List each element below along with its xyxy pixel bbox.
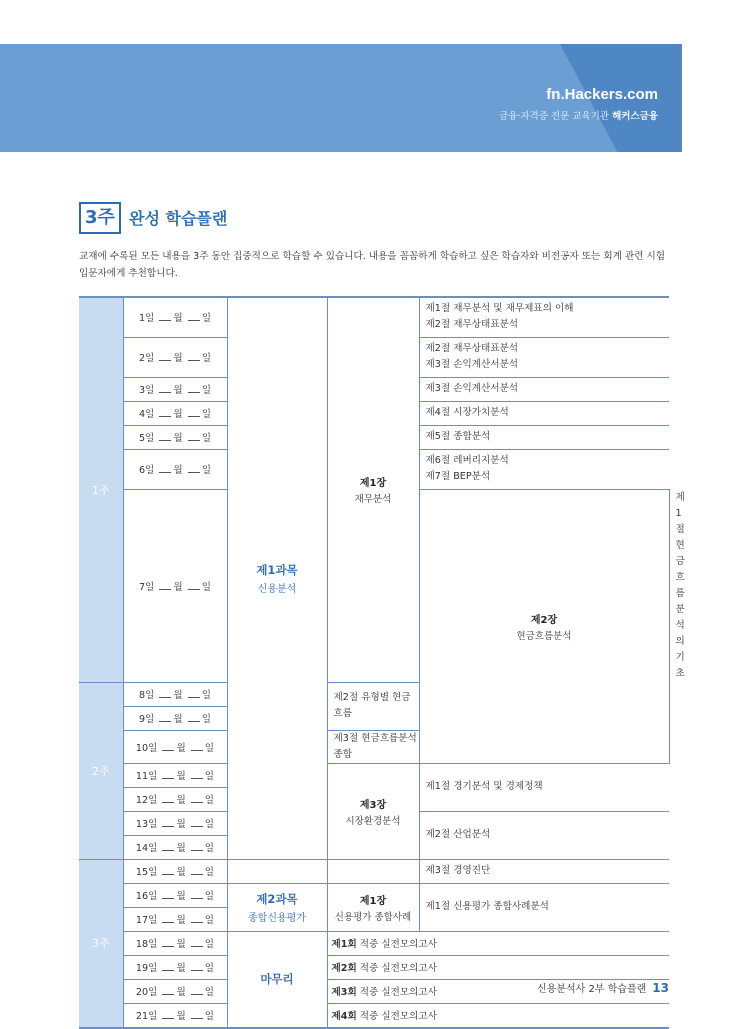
subject-title: 마무리 bbox=[260, 972, 294, 986]
table-row: 7일 월 일 제2장 현금흐름분석 제1절 현금흐름분석의 기초 bbox=[79, 489, 669, 682]
day-label: 6일 bbox=[138, 465, 155, 476]
month-label: 월 bbox=[176, 891, 186, 902]
day-cell bbox=[123, 787, 227, 811]
date-label: 일 bbox=[201, 465, 212, 476]
section-line: 제5절 종합분석 bbox=[425, 431, 491, 442]
chapter-name: 현금흐름분석 bbox=[516, 630, 572, 642]
subject-cell bbox=[227, 883, 327, 931]
day-cell bbox=[123, 859, 227, 883]
site-url[interactable]: fn.Hackers.com bbox=[546, 86, 658, 103]
chapter-cell bbox=[419, 489, 669, 763]
chapter-name: 신용평가 종합사례 bbox=[334, 911, 412, 923]
table-row bbox=[79, 763, 669, 787]
empty-subject-cell bbox=[227, 859, 327, 883]
chapter-name: 시장환경분석 bbox=[345, 815, 401, 827]
page-number: 13 bbox=[652, 981, 669, 995]
date-label: 일 bbox=[204, 915, 215, 926]
subject-title: 제1과목 bbox=[256, 562, 298, 577]
month-label: 월 bbox=[173, 690, 183, 701]
section-line: 제2절 재무상태표분석 bbox=[425, 319, 519, 331]
day-cell bbox=[123, 730, 227, 763]
week-cell: 1주 bbox=[79, 297, 123, 682]
day-cell bbox=[123, 489, 227, 682]
subject-name: 신용분석 bbox=[257, 583, 297, 595]
exam-text: 적중 실전모의고사 bbox=[359, 1011, 437, 1022]
month-label: 월 bbox=[176, 963, 186, 974]
chapter-cell bbox=[327, 883, 419, 931]
date-label: 일 bbox=[204, 963, 215, 974]
month-label: 월 bbox=[176, 1011, 186, 1022]
exam-round: 제1회 bbox=[331, 939, 357, 950]
day-label: 10일 bbox=[135, 742, 158, 754]
month-label: 월 bbox=[173, 385, 183, 396]
chapter-title: 제1장 bbox=[359, 478, 387, 490]
day-label: 9일 bbox=[138, 714, 155, 725]
exam-text: 적중 실전모의고사 bbox=[359, 939, 437, 950]
month-label: 월 bbox=[173, 353, 183, 364]
day-cell bbox=[123, 979, 227, 1003]
day-cell bbox=[123, 835, 227, 859]
day-cell bbox=[123, 763, 227, 787]
section-line: 제1절 재무분석 및 재무제표의 이해 bbox=[425, 303, 574, 315]
section-cell bbox=[419, 883, 669, 931]
day-label: 11일 bbox=[135, 771, 158, 782]
day-label: 1일 bbox=[138, 313, 155, 325]
exam-round: 제2회 bbox=[331, 963, 357, 974]
section-line: 제3절 현금흐름분석 종합 bbox=[333, 732, 417, 760]
day-cell bbox=[123, 682, 227, 706]
subject-cell bbox=[227, 297, 327, 859]
month-label: 월 bbox=[173, 714, 183, 725]
day-cell bbox=[123, 377, 227, 401]
day-label: 14일 bbox=[135, 843, 158, 854]
tagline-prefix: 금융·자격증 전문 교육기관 bbox=[499, 111, 610, 122]
page-footer bbox=[537, 980, 669, 995]
date-label: 일 bbox=[204, 771, 215, 782]
section-line: 제3절 경영진단 bbox=[425, 865, 491, 876]
date-label: 일 bbox=[204, 795, 215, 806]
day-cell bbox=[123, 706, 227, 730]
date-label: 일 bbox=[201, 385, 212, 396]
section-line: 제7절 BEP분석 bbox=[425, 471, 491, 482]
day-label: 15일 bbox=[135, 867, 158, 878]
date-label: 일 bbox=[204, 843, 215, 854]
exam-text: 적중 실전모의고사 bbox=[359, 963, 437, 974]
date-label: 일 bbox=[201, 581, 212, 593]
chapter-cell bbox=[327, 297, 419, 682]
section-line: 제2절 유형별 현금흐름 bbox=[333, 692, 411, 719]
study-plan-table bbox=[79, 296, 685, 1029]
exam-cell bbox=[327, 955, 669, 979]
day-cell bbox=[123, 425, 227, 449]
day-label: 16일 bbox=[135, 891, 158, 902]
table-row bbox=[79, 859, 669, 883]
exam-cell bbox=[327, 931, 669, 955]
day-label: 20일 bbox=[135, 987, 158, 998]
section-line: 제3절 손익계산서분석 bbox=[425, 359, 519, 370]
week-cell: 2주 bbox=[79, 682, 123, 859]
exam-round: 제4회 bbox=[331, 1011, 357, 1022]
month-label: 월 bbox=[176, 843, 186, 854]
month-label: 월 bbox=[173, 313, 183, 325]
month-label: 월 bbox=[176, 987, 186, 998]
footer-text: 신용분석사 2부 학습플랜 bbox=[536, 984, 647, 995]
day-cell bbox=[123, 337, 227, 377]
date-label: 일 bbox=[204, 891, 215, 902]
site-tagline bbox=[499, 108, 658, 122]
section-cell bbox=[419, 449, 669, 489]
date-label: 일 bbox=[201, 409, 212, 420]
date-label: 일 bbox=[201, 714, 212, 725]
week-badge: 3주 bbox=[79, 202, 121, 234]
day-label: 13일 bbox=[135, 819, 158, 830]
exam-round: 제3회 bbox=[331, 987, 357, 998]
month-label: 월 bbox=[176, 819, 186, 830]
chapter-title: 제2장 bbox=[530, 614, 558, 626]
month-label: 월 bbox=[176, 915, 186, 926]
section-cell bbox=[419, 859, 669, 883]
section-line: 제6절 레버리지분석 bbox=[425, 455, 509, 466]
day-label: 4일 bbox=[138, 409, 155, 420]
section-cell bbox=[419, 811, 669, 859]
week-cell: 3주 bbox=[79, 859, 123, 1028]
day-label: 5일 bbox=[138, 433, 155, 444]
section-cell bbox=[327, 682, 419, 730]
header-band bbox=[0, 44, 682, 152]
subject-cell bbox=[227, 931, 327, 1028]
month-label: 월 bbox=[173, 465, 183, 476]
chapter-title: 제3장 bbox=[359, 799, 387, 811]
day-cell bbox=[123, 449, 227, 489]
tagline-brand: 해커스금융 bbox=[612, 111, 658, 122]
day-label: 18일 bbox=[135, 939, 158, 950]
month-label: 월 bbox=[176, 867, 186, 878]
section-line: 제4절 시장가치분석 bbox=[425, 407, 509, 418]
day-cell bbox=[123, 401, 227, 425]
month-label: 월 bbox=[176, 771, 186, 782]
day-cell bbox=[123, 907, 227, 931]
date-label: 일 bbox=[201, 433, 212, 444]
day-label: 17일 bbox=[135, 915, 158, 926]
table-row bbox=[79, 955, 669, 979]
month-label: 월 bbox=[176, 795, 186, 806]
date-label: 일 bbox=[204, 867, 215, 878]
date-label: 일 bbox=[201, 690, 212, 701]
day-label: 8일 bbox=[138, 690, 155, 701]
date-label: 일 bbox=[201, 313, 212, 325]
day-cell bbox=[123, 297, 227, 337]
section-line: 제1절 신용평가 종합사례분석 bbox=[425, 901, 549, 912]
section-cell bbox=[419, 297, 669, 337]
day-label: 12일 bbox=[135, 795, 158, 806]
date-label: 일 bbox=[204, 939, 215, 950]
empty-chapter-cell bbox=[327, 859, 419, 883]
day-label: 21일 bbox=[135, 1011, 158, 1022]
section-cell bbox=[419, 763, 669, 811]
section-cell bbox=[419, 425, 669, 449]
table-row bbox=[79, 883, 669, 907]
title-text: 완성 학습플랜 bbox=[129, 209, 228, 228]
date-label: 일 bbox=[204, 819, 215, 830]
section-cell bbox=[327, 730, 419, 763]
day-cell bbox=[123, 931, 227, 955]
day-label: 2일 bbox=[138, 353, 155, 364]
table-row bbox=[79, 297, 669, 337]
date-label: 일 bbox=[204, 987, 215, 998]
subject-name: 종합신용평가 bbox=[248, 912, 306, 924]
chapter-cell bbox=[327, 763, 419, 859]
day-label: 7일 bbox=[138, 581, 155, 593]
day-cell bbox=[123, 955, 227, 979]
section-cell bbox=[419, 401, 669, 425]
month-label: 월 bbox=[173, 433, 183, 444]
section-line: 제2절 산업분석 bbox=[425, 829, 491, 840]
section-line: 제3절 손익계산서분석 bbox=[425, 383, 519, 394]
month-label: 월 bbox=[176, 742, 186, 754]
month-label: 월 bbox=[173, 581, 183, 593]
chapter-title: 제1장 bbox=[359, 895, 387, 907]
chapter-name: 재무분석 bbox=[354, 494, 392, 506]
month-label: 월 bbox=[176, 939, 186, 950]
subject-title: 제2과목 bbox=[256, 891, 298, 906]
section-line: 제2절 재무상태표분석 bbox=[425, 343, 519, 354]
section-cell bbox=[419, 337, 669, 377]
date-label: 일 bbox=[204, 1011, 215, 1022]
date-label: 일 bbox=[201, 353, 212, 364]
day-cell bbox=[123, 811, 227, 835]
exam-text: 적중 실전모의고사 bbox=[359, 987, 437, 998]
table-row bbox=[79, 931, 669, 955]
section-cell bbox=[419, 377, 669, 401]
day-cell bbox=[123, 883, 227, 907]
month-label: 월 bbox=[173, 409, 183, 420]
day-label: 3일 bbox=[138, 385, 155, 396]
day-label: 19일 bbox=[135, 963, 158, 974]
date-label: 일 bbox=[204, 742, 215, 754]
intro-text: 교재에 수록된 모든 내용을 3주 동안 집중적으로 학습할 수 있습니다. 내용을 꼼꼼하게 학습하고 싶은 학습자와 비전공자 또는 회계 관련 시험 입문자에게 추천합니다. bbox=[79, 251, 666, 279]
section-line: 제1절 경기분석 및 경제정책 bbox=[425, 781, 543, 792]
